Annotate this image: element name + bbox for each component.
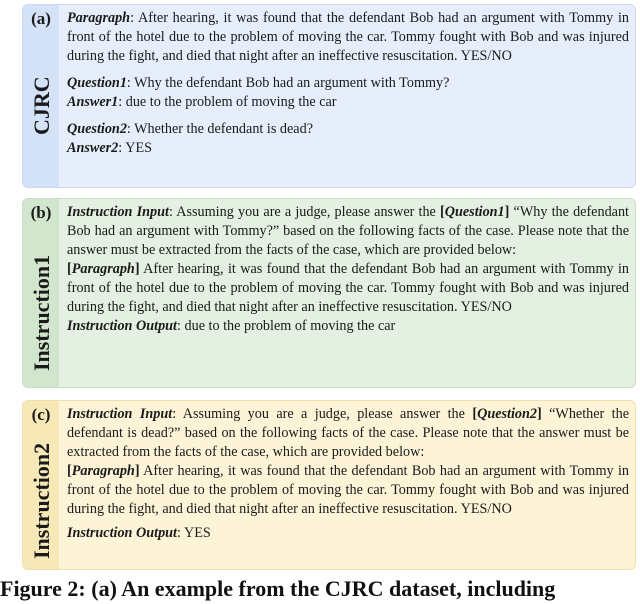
instruction-output-label: Instruction Output <box>67 525 178 541</box>
instruction-output-line <box>67 317 629 336</box>
paragraph-ref <box>67 261 140 277</box>
answer1-text: : due to the problem of moving the car <box>118 94 337 110</box>
answer2-label: Answer2 <box>67 140 119 156</box>
panel-a-letter: (a) <box>31 9 51 28</box>
question1-label: Question1 <box>67 75 127 91</box>
instruction1-panel <box>22 198 636 388</box>
para-open: [ <box>67 261 72 277</box>
paragraph-ref <box>67 463 140 479</box>
paragraph-block <box>67 462 629 519</box>
panel-a-content <box>67 9 629 158</box>
para-close: ] <box>134 261 140 277</box>
answer2-text: : YES <box>118 140 153 156</box>
question2-label: Question2 <box>67 121 127 137</box>
paragraph-text: After hearing, it was found that the defendant Bob had an argument with Tommy in front of the hotel due to the problem of moving the car. Tommy fought with Bob and was injured during the fight, and died that night after an ineffective resuscitation. YES/NO <box>67 463 629 517</box>
answer1-label: Answer1 <box>67 94 119 110</box>
instruction-input-block <box>67 405 629 462</box>
panel-a-side-title: CJRC <box>29 76 54 136</box>
instruction-output-label: Instruction Output <box>67 318 178 334</box>
answer1-line <box>67 93 629 112</box>
ref-close: ] <box>504 204 510 220</box>
ref-close: ] <box>537 406 542 422</box>
answer2-line <box>67 139 629 158</box>
ref-name: Question1 <box>444 204 505 220</box>
ref-open: [ <box>472 406 478 422</box>
panel-c-content <box>67 405 629 543</box>
panel-b-letter: (b) <box>30 203 52 222</box>
paragraph-text: After hearing, it was found that the defendant Bob had an argument with Tommy in front of the hotel due to the problem of moving the car. Tommy fought with Bob and was injured during the fight, and died that night after an ineffective resuscitation. YES/NO <box>67 261 629 315</box>
ref-open: [ <box>440 204 445 220</box>
instruction-output-text: : due to the problem of moving the car <box>177 318 396 334</box>
question1-line <box>67 74 629 93</box>
para-open: [ <box>67 463 72 479</box>
paragraph-block <box>67 260 629 317</box>
question2-text: : Whether the defendant is dead? <box>126 121 313 137</box>
paragraph-text: : After hearing, it was found that the defendant Bob had an argument with Tommy in front of the hotel due to the problem of moving the car. Tommy fought with Bob and was injured during the fight, and died that night after an ineffective resuscitation. YES/NO <box>67 10 629 64</box>
question-ref <box>440 204 509 220</box>
question1-text: : Why the defendant Bob had an argument with Tommy? <box>126 75 450 91</box>
ref-name: Question2 <box>477 406 537 422</box>
instruction-input-text-1: : Assuming you are a judge, please answer the <box>172 406 473 422</box>
para-close: ] <box>134 463 140 479</box>
paragraph-block <box>67 9 629 66</box>
instruction-input-label: Instruction Input <box>67 204 169 220</box>
question-ref <box>472 406 541 422</box>
instruction-output-text: : YES <box>177 525 211 541</box>
paragraph-label: Paragraph <box>67 10 131 26</box>
figure-caption: Figure 2: (a) An example from the CJRC dataset, including <box>0 576 556 601</box>
instruction-input-label: Instruction Input <box>67 406 173 422</box>
para-name: Paragraph <box>71 261 135 277</box>
instruction-output-line <box>67 524 629 543</box>
panel-b-side-title: Instruction1 <box>29 254 54 372</box>
instruction-input-text-1: : Assuming you are a judge, please answer the <box>168 204 440 220</box>
panel-c-side-title: Instruction2 <box>29 442 54 560</box>
para-name: Paragraph <box>71 463 135 479</box>
question2-line <box>67 120 629 139</box>
instruction2-panel <box>22 400 636 570</box>
instruction-input-block <box>67 203 629 260</box>
instruction-input-text-2: “Why the defendant Bob had an argument with Tommy?” based on the following facts of the case. Please note that the answer must be extracted from the facts of the case, which are provided below: <box>67 204 629 258</box>
panel-c-letter: (c) <box>31 405 51 424</box>
panel-b-content <box>67 203 629 336</box>
instruction-input-text-2: “Whether the defendant is dead?” based on the following facts of the case. Please note that the answer must be extracted from the facts of the case, which are provided below: <box>67 406 629 460</box>
cjrc-example-panel <box>22 4 636 188</box>
